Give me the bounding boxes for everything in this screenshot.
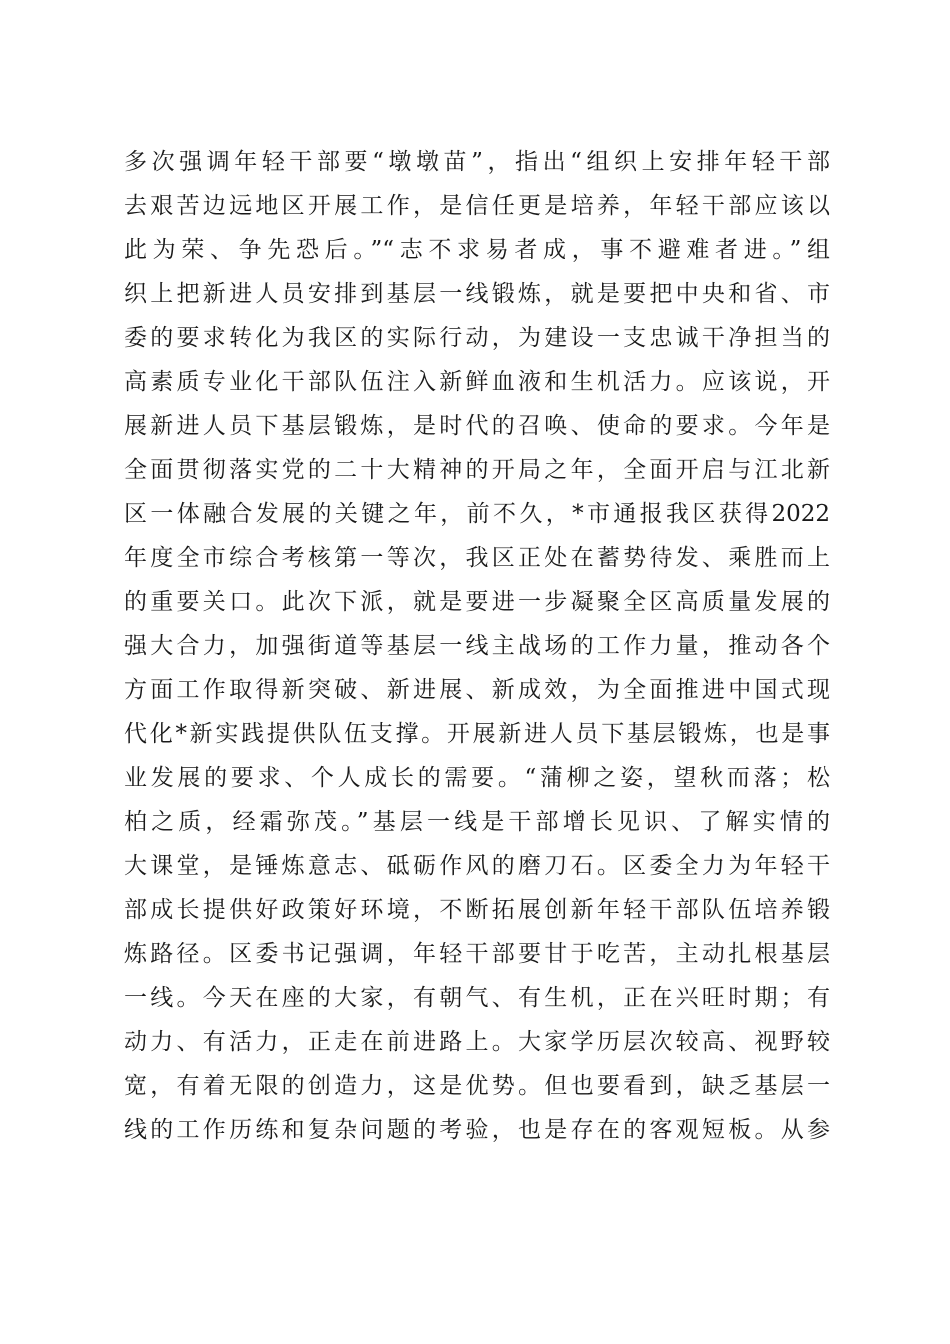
text-line: 炼路径。区委书记强调，年轻干部要甘于吃苦，主动扎根基层: [124, 941, 830, 967]
text-line: 全面贯彻落实党的二十大精神的开局之年，全面开启与江北新: [124, 457, 830, 483]
text-line: 代化*新实践提供队伍支撑。开展新进人员下基层锻炼，也是事: [124, 721, 830, 747]
text-line: 年度全市综合考核第一等次，我区正处在蓄势待发、乘胜而上: [124, 545, 830, 571]
text-line: 业发展的要求、个人成长的需要。“蒲柳之姿，望秋而落；松: [124, 765, 830, 791]
text-line: 大课堂，是锤炼意志、砥砺作风的磨刀石。区委全力为年轻干: [124, 853, 830, 879]
text-line: 去艰苦边远地区开展工作，是信任更是培养，年轻干部应该以: [124, 193, 830, 219]
text-line: 此为荣、争先恐后。”“志不求易者成，事不避难者进。”组: [124, 237, 830, 263]
text-line: 展新进人员下基层锻炼，是时代的召唤、使命的要求。今年是: [124, 413, 830, 439]
body-paragraph: [124, 140, 830, 1152]
text-line: 部成长提供好政策好环境，不断拓展创新年轻干部队伍培养锻: [124, 897, 830, 923]
text-line: 多次强调年轻干部要“墩墩苗”，指出“组织上安排年轻干部: [124, 149, 830, 175]
text-line: 区一体融合发展的关键之年，前不久，*市通报我区获得2022: [124, 501, 830, 527]
text-line: 柏之质，经霜弥茂。”基层一线是干部增长见识、了解实情的: [124, 809, 830, 835]
text-line: 动力、有活力，正走在前进路上。大家学历层次较高、视野较: [124, 1029, 830, 1055]
text-line: 委的要求转化为我区的实际行动，为建设一支忠诚干净担当的: [124, 325, 830, 351]
text-line: 一线。今天在座的大家，有朝气、有生机，正在兴旺时期；有: [124, 985, 830, 1011]
text-line: 的重要关口。此次下派，就是要进一步凝聚全区高质量发展的: [124, 589, 830, 615]
text-line: 高素质专业化干部队伍注入新鲜血液和生机活力。应该说，开: [124, 369, 830, 395]
text-line: 方面工作取得新突破、新进展、新成效，为全面推进中国式现: [124, 677, 830, 703]
text-line: 强大合力，加强街道等基层一线主战场的工作力量，推动各个: [124, 633, 830, 659]
text-line: 宽，有着无限的创造力，这是优势。但也要看到，缺乏基层一: [124, 1073, 830, 1099]
text-line: 织上把新进人员安排到基层一线锻炼，就是要把中央和省、市: [124, 281, 830, 307]
text-line: 线的工作历练和复杂问题的考验，也是存在的客观短板。从参: [124, 1117, 830, 1143]
